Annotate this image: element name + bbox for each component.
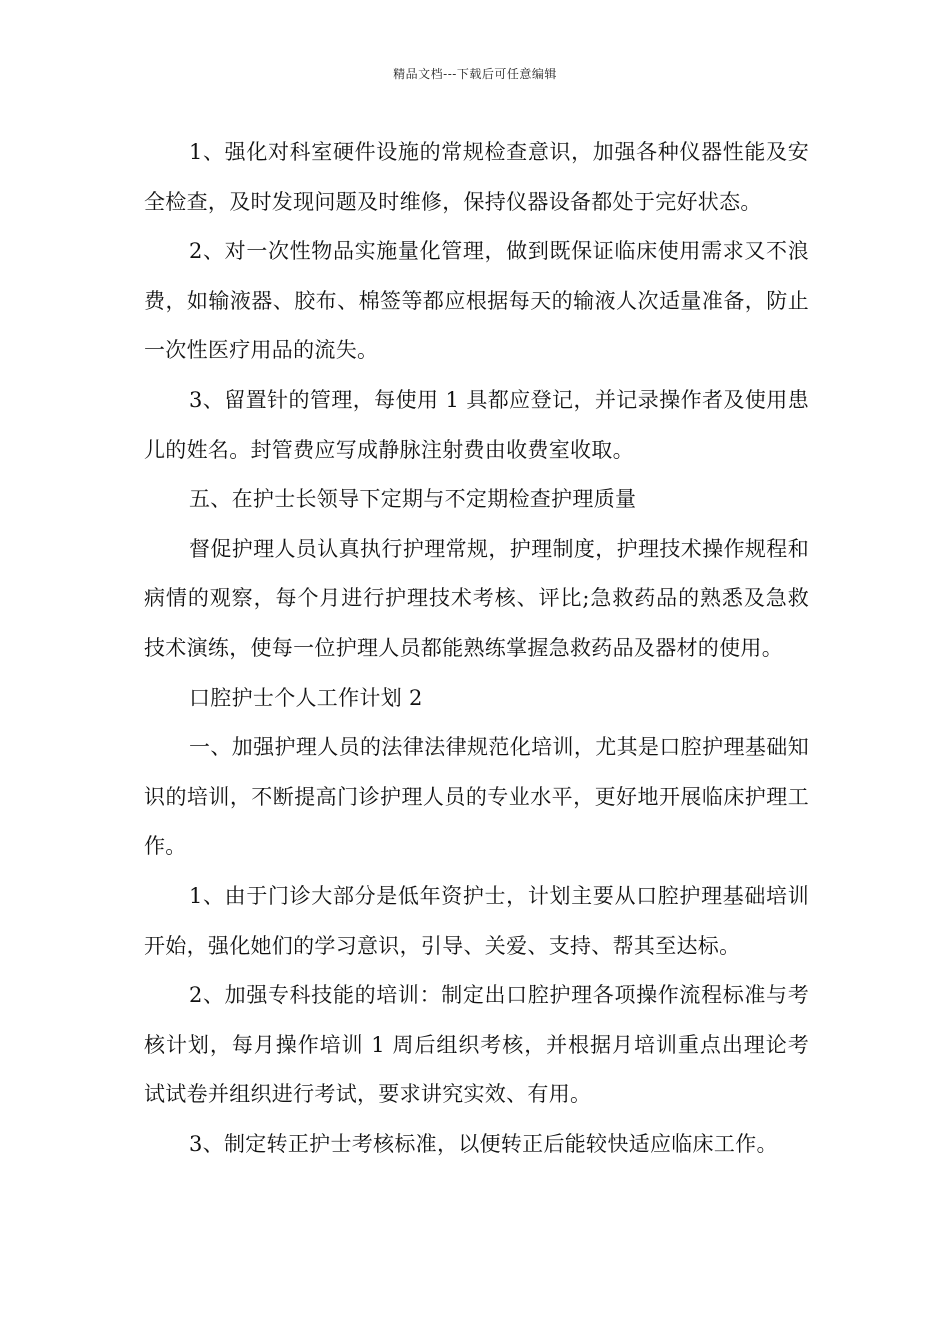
document-body xyxy=(144,128,809,1169)
paragraph-supervision: 督促护理人员认真执行护理常规，护理制度，护理技术操作规程和病情的观察，每个月进行护理技术考核、评比;急救药品的熟悉及急救技术演练，使每一位护理人员都能熟练掌握急救药品及器材的使用。 xyxy=(144,536,809,660)
section-heading-5: 五、在护士长领导下定期与不定期检查护理质量 xyxy=(189,487,637,512)
paragraph-training-1: 1、由于门诊大部分是低年资护士，计划主要从口腔护理基础培训开始，强化她们的学习意识，引导、关爱、支持、帮其至达标。 xyxy=(144,883,809,958)
section-heading-1: 一、加强护理人员的法律法律规范化培训，尤其是口腔护理基础知识的培训，不断提高门诊护理人员的专业水平，更好地开展临床护理工作。 xyxy=(144,735,809,859)
paragraph-1: 1、强化对科室硬件设施的常规检查意识，加强各种仪器性能及安全检查，及时发现问题及时维修，保持仪器设备都处于完好状态。 xyxy=(144,140,809,214)
paragraph-3: 3、留置针的管理，每使用 1 具都应登记，并记录操作者及使用患儿的姓名。封管费应写成静脉注射费由收费室收取。 xyxy=(144,387,809,462)
plan-title-2: 口腔护士个人工作计划 2 xyxy=(189,685,423,710)
paragraph-training-3: 3、制定转正护士考核标准，以便转正后能较快适应临床工作。 xyxy=(189,1131,778,1156)
page-header: 精品文档---下载后可任意编辑 xyxy=(393,67,557,81)
paragraph-training-2: 2、加强专科技能的培训：制定出口腔护理各项操作流程标准与考核计划，每月操作培训 1 周后组织考核，并根据月培训重点出理论考试试卷并组织进行考试，要求讲究实效、有用。 xyxy=(144,983,809,1107)
paragraph-2: 2、对一次性物品实施量化管理，做到既保证临床使用需求又不浪费，如输液器、胶布、棉签等都应根据每天的输液人次适量准备，防止一次性医疗用品的流失。 xyxy=(144,239,809,363)
